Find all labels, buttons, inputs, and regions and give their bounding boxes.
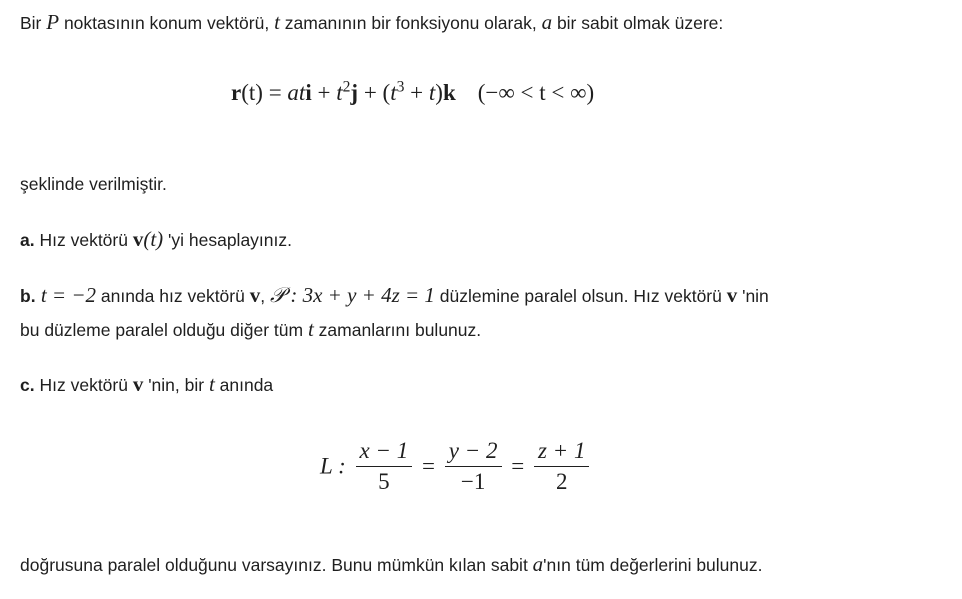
intro-text bbox=[20, 10, 723, 35]
eq-symbol: = bbox=[422, 453, 436, 479]
part-text: anında bbox=[214, 375, 274, 395]
fraction-x bbox=[356, 436, 413, 497]
eq-symbol: i bbox=[305, 80, 312, 105]
eq-symbol: t bbox=[390, 80, 397, 105]
var-v: v bbox=[132, 227, 144, 251]
line-L-equation bbox=[320, 436, 593, 497]
part-text: 'nin, bir bbox=[143, 375, 209, 395]
eq-symbol: + bbox=[404, 80, 429, 105]
eq-domain: (−∞ < t < ∞) bbox=[477, 80, 595, 105]
part-text: Hız vektörü bbox=[34, 230, 133, 250]
part-text: , bbox=[260, 286, 270, 306]
fraction-y bbox=[445, 436, 502, 497]
intro-part: zamanının bir fonksiyonu olarak, bbox=[279, 13, 542, 33]
part-text: doğrusuna paralel olduğunu varsayınız. Bunu mümkün kılan sabit bbox=[20, 555, 533, 575]
fraction-numerator: z + 1 bbox=[534, 436, 589, 467]
var-t: t bbox=[307, 317, 314, 341]
part-text: Hız vektörü bbox=[34, 375, 133, 395]
part-text: düzlemine paralel olsun. Hız vektörü bbox=[434, 286, 727, 306]
eq-symbol: ) bbox=[435, 80, 443, 105]
var-v: v bbox=[132, 372, 144, 396]
var-P: P bbox=[46, 10, 60, 34]
fraction-denominator: 2 bbox=[555, 469, 568, 494]
var-t: t bbox=[274, 10, 280, 34]
plane-equation: 𝒫 : 3x + y + 4z = 1 bbox=[269, 283, 435, 307]
part-text: 'nın tüm değerlerini bulunuz. bbox=[543, 555, 763, 575]
var-a: a bbox=[541, 10, 553, 34]
fraction-z bbox=[534, 436, 589, 497]
fraction-denominator: −1 bbox=[460, 469, 486, 494]
eq-symbol: + bbox=[311, 80, 337, 105]
fraction-numerator: x − 1 bbox=[356, 436, 413, 467]
eq-symbol: = bbox=[511, 453, 525, 479]
var-v: v bbox=[249, 283, 261, 307]
part-text: anında hız vektörü bbox=[96, 286, 250, 306]
eq-symbol: r bbox=[231, 80, 242, 105]
var-a: a bbox=[532, 552, 544, 576]
fraction-numerator: y − 2 bbox=[445, 436, 502, 467]
part-text: zamanlarını bulunuz. bbox=[313, 320, 482, 340]
var-v: v bbox=[726, 283, 738, 307]
part-text: bu düzleme paralel olduğu diğer tüm bbox=[20, 320, 308, 340]
intro-part: bir sabit olmak üzere: bbox=[552, 13, 724, 33]
eq-symbol: a bbox=[287, 80, 299, 105]
part-c bbox=[20, 372, 273, 397]
part-b-line2 bbox=[20, 317, 481, 342]
part-a bbox=[20, 227, 292, 252]
eq-symbol: t bbox=[298, 80, 306, 105]
math-t-eq: t = −2 bbox=[35, 283, 96, 307]
var-t: t bbox=[208, 372, 215, 396]
intro-part: noktasının konum vektörü, bbox=[59, 13, 275, 33]
part-text: 'nin bbox=[737, 286, 769, 306]
intro-part: Bir bbox=[20, 13, 47, 33]
part-text: 'yi hesaplayınız. bbox=[163, 230, 292, 250]
part-b bbox=[20, 283, 769, 308]
eq-symbol: + ( bbox=[358, 80, 391, 105]
part-label: c. bbox=[20, 375, 35, 395]
eq-symbol: t bbox=[336, 80, 343, 105]
eq-exponent: 2 bbox=[342, 78, 351, 96]
eq-symbol: (t) bbox=[241, 80, 263, 105]
part-label: a. bbox=[20, 230, 35, 250]
var-t-arg: (t) bbox=[143, 227, 164, 251]
part-label: b. bbox=[20, 286, 36, 306]
conclusion-text bbox=[20, 552, 762, 577]
eq-symbol: L : bbox=[320, 453, 346, 479]
given-text: şeklinde verilmiştir. bbox=[20, 174, 167, 194]
eq-symbol: k bbox=[442, 80, 456, 105]
eq-symbol: t bbox=[428, 80, 436, 105]
eq-exponent: 3 bbox=[396, 78, 405, 96]
position-vector-equation bbox=[231, 80, 594, 106]
fraction-denominator: 5 bbox=[378, 469, 390, 494]
eq-symbol: j bbox=[350, 80, 359, 105]
eq-symbol: = bbox=[262, 80, 288, 105]
